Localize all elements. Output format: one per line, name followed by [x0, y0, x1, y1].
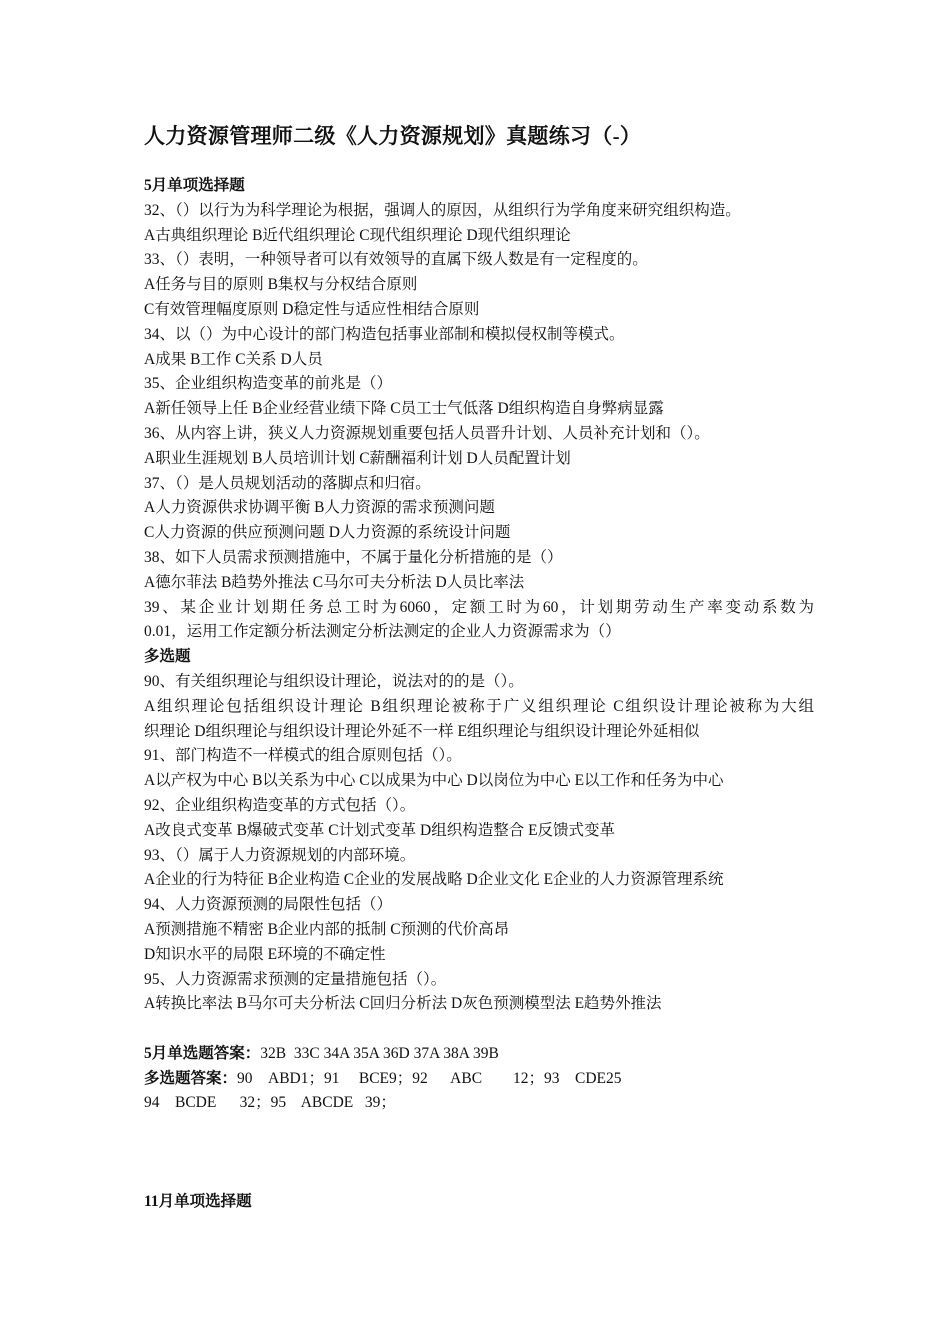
options-line: A任务与目的原则 B集权与分权结合原则: [144, 276, 418, 294]
section-heading-nov-single: 11月单项选择题: [144, 1193, 252, 1211]
single-answers-line: [144, 1042, 814, 1067]
options-line: A企业的行为特征 B企业构造 C企业的发展战略 D企业文化 E企业的人力资源管理系统: [144, 871, 724, 889]
question-line: 91、部门构造不一样模式的组合原则包括（）。: [144, 747, 462, 765]
section-heading-may-single: 5月单项选择题: [144, 177, 245, 194]
options-line: A转换比率法 B马尔可夫分析法 C回归分析法 D灰色预测模型法 E趋势外推法: [144, 995, 662, 1013]
options-line: C有效管理幅度原则 D稳定性与适应性相结合原则: [144, 300, 480, 318]
options-line: A组织理论包括组织设计理论 B组织理论被称于广义组织理论 C组织设计理论被称为大组: [144, 697, 814, 715]
section-heading-multi: 多选题: [144, 648, 191, 666]
options-line: A古典组织理论 B近代组织理论 C现代组织理论 D现代组织理论: [144, 226, 571, 244]
question-line: 33、（）表明，一种领导者可以有效领导的直属下级人数是有一定程度的。: [144, 251, 648, 269]
options-line: D知识水平的局限 E环境的不确定性: [144, 945, 386, 963]
question-line: 34、以（）为中心设计的部门构造包括事业部制和模拟侵权制等模式。: [144, 325, 625, 343]
options-line: A人力资源供求协调平衡 B人力资源的需求预测问题: [144, 499, 495, 517]
question-line: 32、（）以行为为科学理论为根据，强调人的原因，从组织行为学角度来研究组织构造。: [144, 201, 741, 219]
question-line: 39、某企业计划期任务总工时为6060，定额工时为60，计划期劳动生产率变动系数为: [144, 598, 814, 616]
options-line: A德尔菲法 B趋势外推法 C马尔可夫分析法 D人员比率法: [144, 573, 525, 591]
question-line: 94、人力资源预测的局限性包括（）: [144, 896, 393, 914]
question-line: 35、企业组织构造变革的前兆是（）: [144, 375, 393, 393]
options-line: A预测措施不精密 B企业内部的抵制 C预测的代价高昂: [144, 920, 510, 938]
options-line: A成果 B工作 C关系 D人员: [144, 350, 323, 368]
question-line: 38、如下人员需求预测措施中，不属于量化分析措施的是（）: [144, 548, 563, 566]
multi-answers-line: [144, 1067, 814, 1092]
document-body: [144, 174, 814, 1215]
options-line: C人力资源的供应预测问题 D人力资源的系统设计问题: [144, 524, 511, 542]
options-line: 织理论 D组织理论与组织设计理论外延不一样 E组织理论与组织设计理论外延相似: [144, 722, 700, 740]
blank-line: [144, 1017, 814, 1042]
single-answers-label: 5月单选题答案：: [144, 1044, 261, 1062]
multi-answers-line-2: 94 BCDE 32；95 ABCDE 39；: [144, 1094, 396, 1112]
question-line: 90、有关组织理论与组织设计理论，说法对的的是（）。: [144, 672, 524, 690]
multi-answers-value: 90 ABD1；91 BCE9；92 ABC 12；93 CDE25: [237, 1069, 622, 1087]
single-answers-value: 32B 33C 34A 35A 36D 37A 38A 39B: [260, 1044, 499, 1062]
question-line: 37、（）是人员规划活动的落脚点和归宿。: [144, 474, 431, 492]
options-line: A以产权为中心 B以关系为中心 C以成果为中心 D以岗位为中心 E以工作和任务为中心: [144, 772, 724, 790]
question-line: 0.01，运用工作定额分析法测定分析法测定的企业人力资源需求为（）: [144, 623, 621, 641]
options-line: A新任领导上任 B企业经营业绩下降 C员工士气低落 D组织构造自身弊病显露: [144, 400, 664, 418]
question-line: 92、企业组织构造变革的方式包括（）。: [144, 796, 416, 814]
multi-answers-label: 多选题答案：: [144, 1069, 238, 1087]
options-line: A改良式变革 B爆破式变革 C计划式变革 D组织构造整合 E反馈式变革: [144, 821, 616, 839]
options-line: A职业生涯规划 B人员培训计划 C薪酬福利计划 D人员配置计划: [144, 449, 571, 467]
question-line: 95、人力资源需求预测的定量措施包括（）。: [144, 970, 447, 988]
blank-space: [144, 1116, 814, 1190]
question-line: 36、从内容上讲，狭义人力资源规划重要包括人员晋升计划、人员补充计划和（）。: [144, 424, 710, 442]
document-title: 人力资源管理师二级《人力资源规划》真题练习（-）: [144, 124, 642, 148]
question-line: 93、（）属于人力资源规划的内部环境。: [144, 846, 416, 864]
